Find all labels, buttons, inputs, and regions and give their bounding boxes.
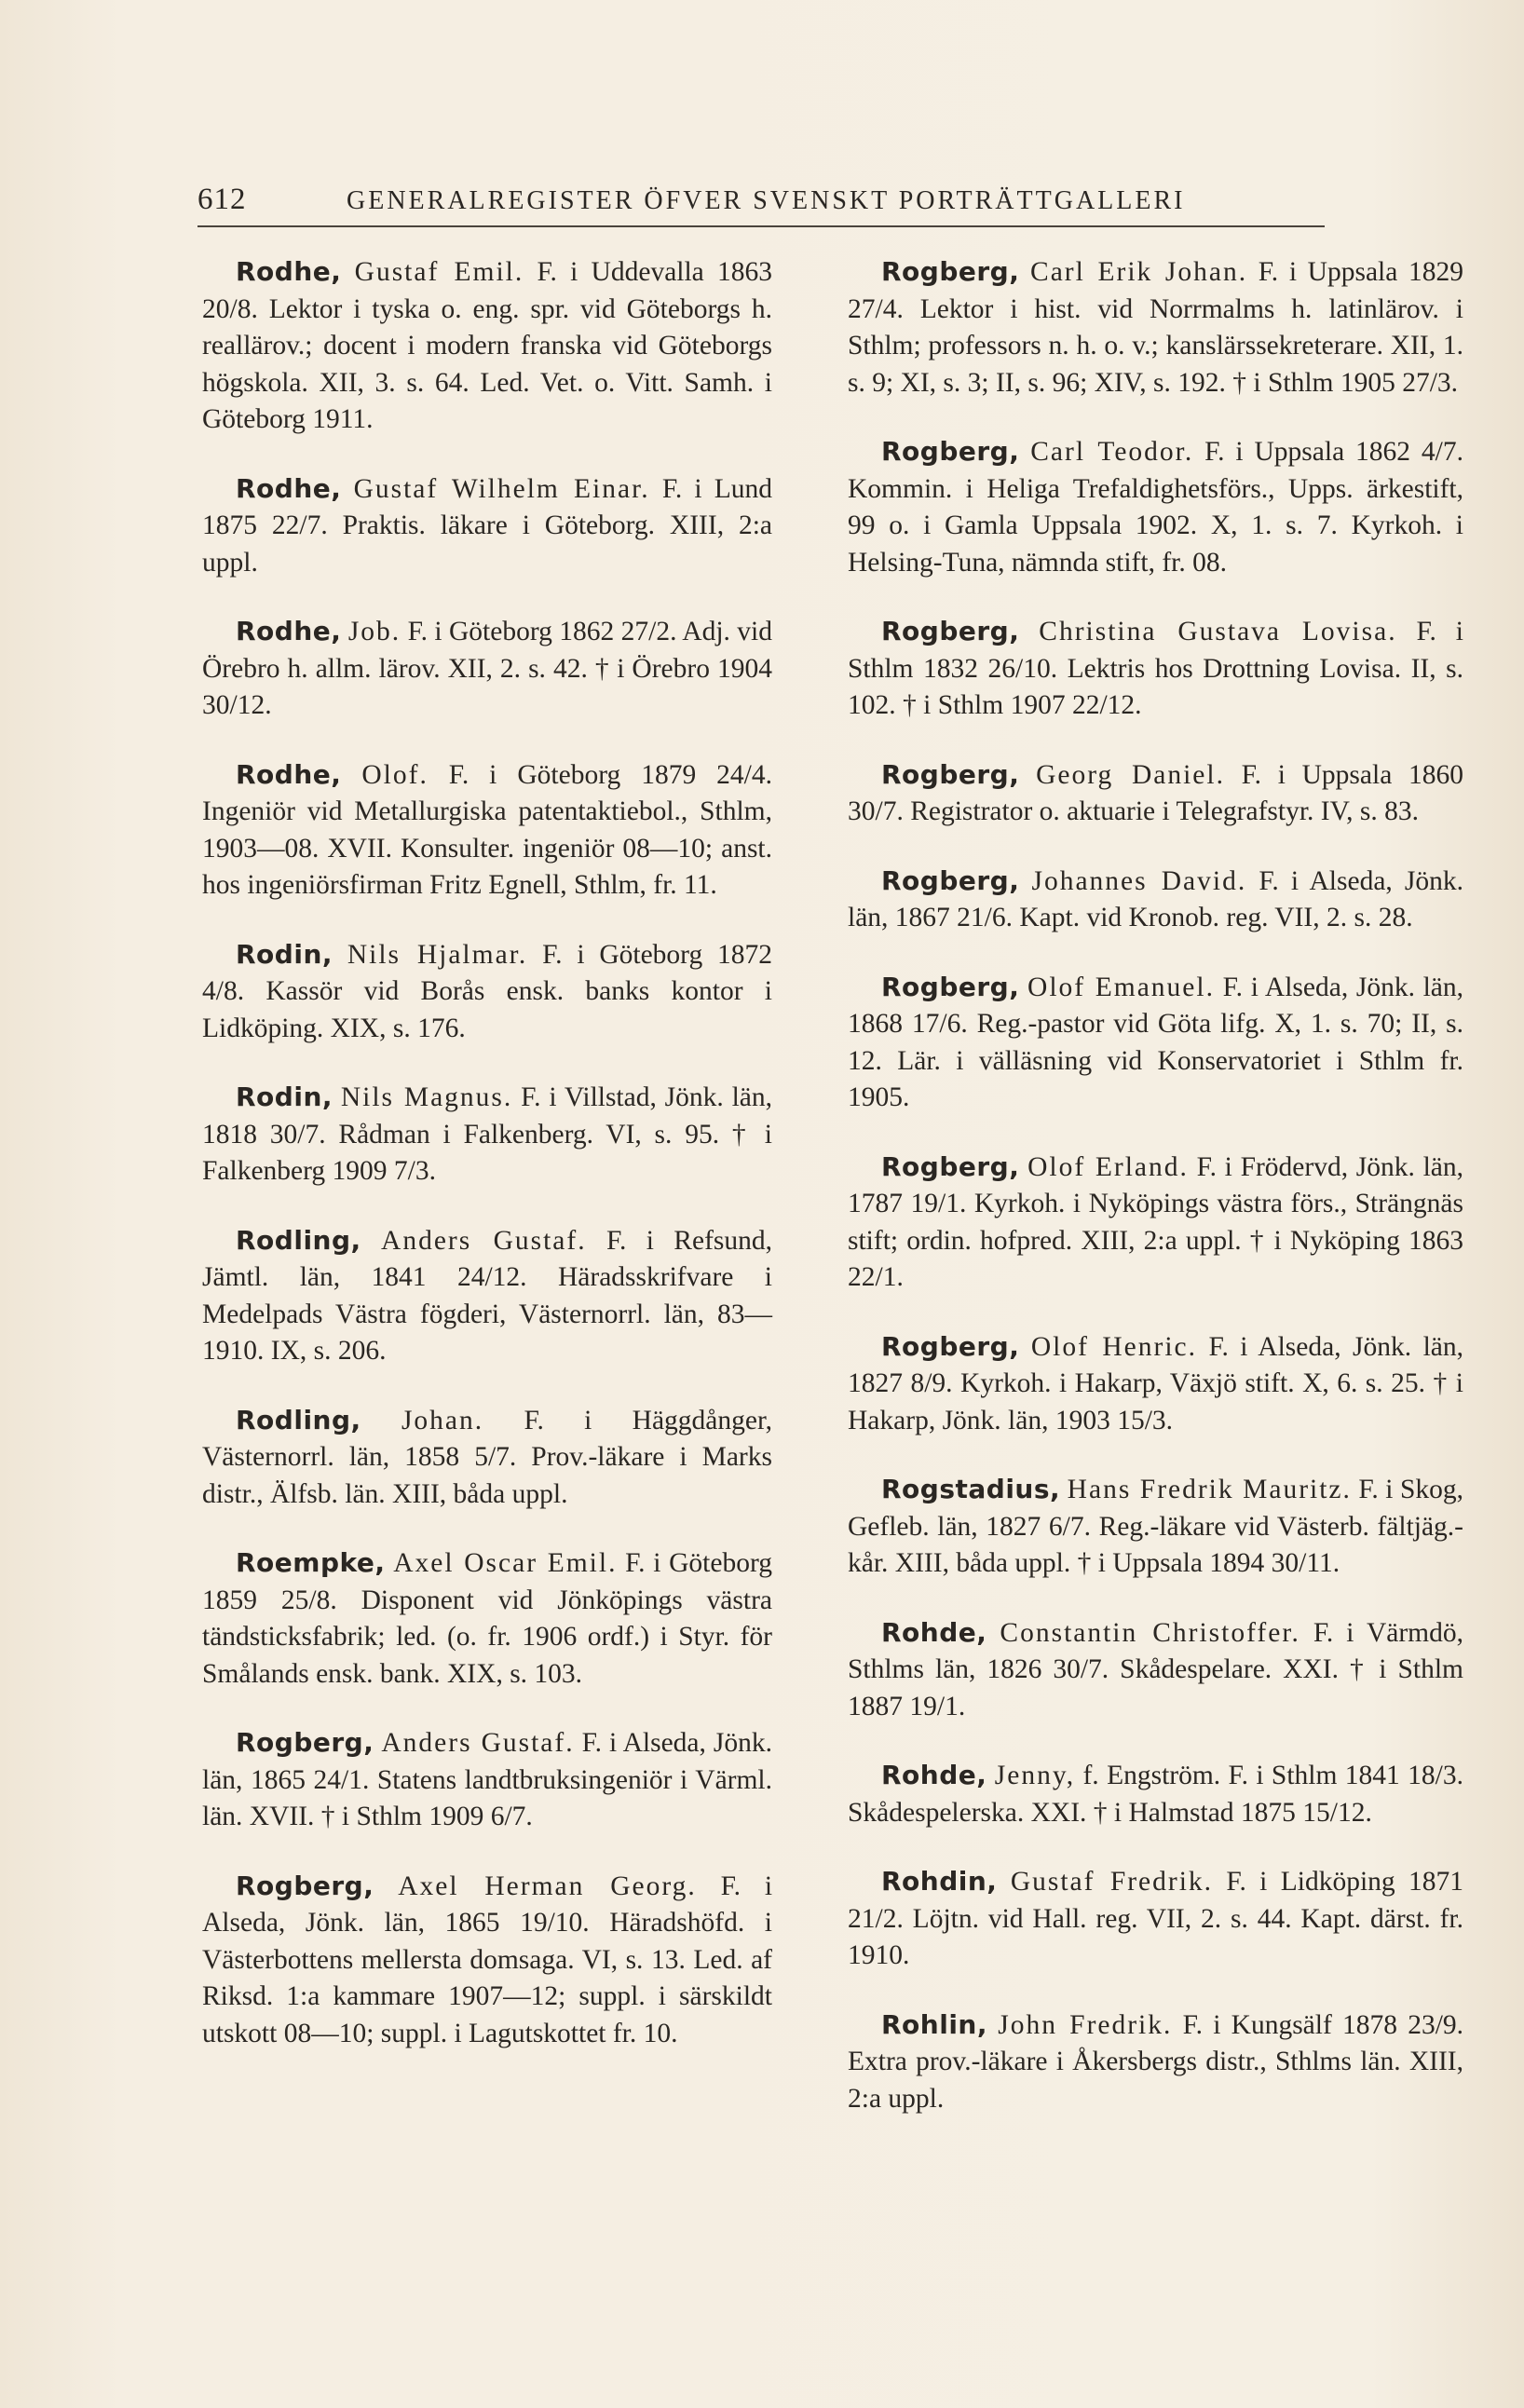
entry-text: F. i Villstad, Jönk. län, 1818 30/7. Rådman i Falkenberg. VI, s. 95. † i Falkenberg 1909 7/3. (202, 1082, 773, 1186)
entry-text: F. i Uppsala 1829 27/4. Lektor i hist. vid Norrmalms h. latinlärov. i Sthlm; professors n. h. o. v.; kanslärssekreterare. XII, 1. s. 9; XI, s. 3; II, s. 96; XIV, s. 192. † i Sthlm 1905 27/3. (848, 257, 1463, 398)
entry-given-names: Olof. (361, 759, 429, 790)
entry-surname: Rogberg, (881, 436, 1020, 467)
entry-text: f. Engström. F. i Sthlm 1841 18/3. Skådespelerska. XXI. † i Halmstad 1875 15/12. (848, 1761, 1464, 1828)
entry-surname: Rogberg, (881, 864, 1020, 896)
entry-text: F. i Uddevalla 1863 20/8. Lektor i tyska o. eng. spr. vid Göteborgs h. reallärov.; docent i modern franska vid Göteborgs högskola. XII, 3. s. 64. Led. Vet. o. Vitt. Samh. i Göteborg 1911. (202, 257, 773, 434)
entry-text: F. i Sthlm 1832 26/10. Lektris hos Drottning Lovisa. II, s. 102. † i Sthlm 1907 22/12. (848, 617, 1463, 720)
entry-surname: Rohde, (881, 1760, 987, 1790)
entry-given-names: Axel Herman Georg. (398, 1871, 697, 1901)
running-title: GENERALREGISTER ÖFVER SVENSKT PORTRÄTTGALLERI (347, 186, 1186, 215)
register-entry (848, 1328, 1463, 1440)
entry-text: F. i Häggdånger, Västernorrl. län, 1858 5/7. Prov.-läkare i Marks distr., Älfsb. län. XIII, båda uppl. (202, 1405, 773, 1509)
entry-surname: Rogberg, (881, 1150, 1020, 1182)
register-entry (202, 253, 772, 439)
entry-given-names: Anders Gustaf. (381, 1728, 575, 1758)
register-entry (848, 613, 1463, 725)
entry-surname: Rogberg, (881, 256, 1020, 287)
register-entry (202, 1402, 772, 1514)
entry-text: F. i Värmdö, Sthlms län, 1826 30/7. Skådespelare. XXI. † i Sthlm 1887 19/1. (848, 1617, 1464, 1721)
entry-surname: Rodin, (236, 938, 333, 970)
entry-surname: Rogberg, (236, 1870, 374, 1901)
entry-text: F. i Göteborg 1879 24/4. Ingeniör vid Metallurgiska patentaktiebol., Sthlm, 1903—08. XVII. Konsulter. ingeniör 08—10; anst. hos ingeniörsfirman Fritz Egnell, Sthlm, fr. 11. (202, 759, 772, 900)
page-number: 612 (197, 183, 247, 216)
left-column (202, 253, 772, 2084)
entry-surname: Rodhe, (236, 472, 342, 504)
entry-text: F. i Alseda, Jönk. län, 1865 19/10. Häradshöfd. i Västerbottens mellersta domsaga. VI, s. 13. Led. af Riksd. 1:a kammare 1907—12; suppl. i särskildt utskott 08—10; suppl. i Lagutskottet fr. 10. (202, 1871, 773, 2048)
entry-text: F. i Alseda, Jönk. län, 1865 24/1. Statens landtbruksingeniör i Värml. län. XVII. † i Sthlm 1909 6/7. (202, 1728, 772, 1831)
register-entry (202, 470, 772, 582)
entry-given-names: Gustaf Emil. (354, 257, 524, 287)
entry-given-names: Olof Henric. (1030, 1331, 1197, 1362)
register-entry (848, 863, 1463, 937)
entry-given-names: John Fredrik. (998, 2009, 1173, 2040)
entry-given-names: Olof Erland. (1027, 1151, 1189, 1182)
entry-text: F. i Göteborg 1872 4/8. Kassör vid Borås ensk. banks kontor i Lidköping. XIX, s. 176. (202, 939, 773, 1043)
register-entry (848, 1863, 1463, 1975)
entry-surname: Rodhe, (236, 758, 342, 790)
entry-given-names: Olof Emanuel. (1027, 972, 1215, 1002)
register-entry (848, 1614, 1463, 1726)
register-entry (202, 936, 772, 1048)
entry-surname: Rogberg, (881, 1330, 1020, 1362)
register-entry (848, 1471, 1463, 1583)
register-entry (202, 1544, 772, 1693)
register-entry (202, 613, 772, 725)
entry-surname: Rodhe, (236, 256, 342, 287)
register-entry (848, 2007, 1463, 2118)
register-entry (848, 253, 1463, 401)
register-entry (202, 1079, 772, 1190)
entry-given-names: Anders Gustaf. (381, 1225, 587, 1256)
entry-surname: Rohde, (881, 1616, 987, 1648)
entry-surname: Rodling, (236, 1404, 361, 1435)
entry-given-names: Job. (347, 617, 401, 646)
register-entry (848, 433, 1463, 581)
entry-surname: Rogberg, (236, 1727, 374, 1758)
entry-given-names: Jenny, (994, 1761, 1076, 1790)
entry-surname: Rogberg, (881, 616, 1020, 646)
entry-given-names: Johannes David. (1031, 865, 1247, 896)
entry-given-names: Nils Hjalmar. (347, 939, 528, 970)
entry-given-names: Johan. (401, 1405, 484, 1435)
register-entry (848, 1757, 1463, 1831)
entry-given-names: Gustaf Wilhelm Einar. (353, 473, 650, 504)
entry-given-names: Carl Teodor. (1030, 437, 1194, 467)
entry-surname: Rodhe, (236, 616, 342, 646)
entry-text: F. i Alseda, Jönk. län, 1867 21/6. Kapt. vid Kronob. reg. VII, 2. s. 28. (848, 865, 1464, 932)
register-entry (202, 1222, 772, 1370)
entry-surname: Rogstadius, (881, 1474, 1061, 1504)
entry-text: F. i Göteborg 1862 27/2. Adj. vid Örebro h. allm. lärov. XII, 2. s. 42. † i Örebro 1904 30/12. (202, 617, 773, 720)
entry-surname: Rogberg, (881, 758, 1020, 790)
entry-given-names: Constantin Christoffer. (1000, 1617, 1300, 1648)
entry-text: F. i Alseda, Jönk. län, 1827 8/9. Kyrkoh. i Hakarp, Växjö stift. X, 6. s. 25. † i Hakarp, Jönk. län, 1903 15/3. (848, 1331, 1464, 1435)
entry-text: F. i Uppsala 1862 4/7. Kommin. i Heliga Trefaldighetsförs., Upps. ärkestift, 99 o. i Gamla Uppsala 1902. X, 1. s. 7. Kyrkoh. i Helsing-Tuna, nämnda stift, fr. 08. (848, 437, 1463, 578)
entry-given-names: Carl Erik Johan. (1030, 257, 1248, 287)
entry-text: F. i Kungsälf 1878 23/9. Extra prov.-läkare i Åkersbergs distr., Sthlms län. XIII, 2:a uppl. (848, 2009, 1464, 2114)
entry-given-names: Gustaf Fredrik. (1010, 1867, 1214, 1897)
entry-text: F. i Göteborg 1859 25/8. Disponent vid Jönköpings västra tändsticksfabrik; led. (o. fr. 1906 ordf.) i Styr. för Smålands ensk. bank. XIX, s. 103. (202, 1548, 773, 1689)
register-entry (848, 1149, 1463, 1297)
entry-text: F. i Frödervd, Jönk. län, 1787 19/1. Kyrkoh. i Nyköpings västra förs., Strängnäs stift; ordin. hofpred. XIII, 2:a uppl. † i Nyköping 1863 22/1. (848, 1151, 1463, 1292)
entry-given-names: Hans Fredrik Mauritz. (1067, 1475, 1352, 1504)
entry-given-names: Georg Daniel. (1036, 759, 1225, 790)
register-entry (202, 1868, 772, 2053)
entry-text: F. i Lund 1875 22/7. Praktis. läkare i Göteborg. XIII, 2:a uppl. (202, 473, 772, 578)
entry-text: F. i Skog, Gefleb. län, 1827 6/7. Reg.-läkare vid Västerb. fältjäg.-kår. XIII, båda uppl. † i Uppsala 1894 30/11. (848, 1475, 1464, 1578)
entry-surname: Roempke, (236, 1547, 386, 1578)
register-entry (202, 1724, 772, 1836)
entry-surname: Rohdin, (881, 1866, 998, 1897)
entry-surname: Rodling, (236, 1224, 361, 1256)
entry-given-names: Christina Gustava Lovisa. (1039, 617, 1397, 646)
register-entry (848, 969, 1463, 1117)
entry-text: F. i Uppsala 1860 30/7. Registrator o. aktuarie i Telegrafstyr. IV, s. 83. (848, 759, 1463, 826)
entry-text: F. i Alseda, Jönk. län, 1868 17/6. Reg.-pastor vid Göta lifg. X, 1. s. 70; II, s. 12. Lär. i välläsning vid Konservatoriet i Sthlm fr. 1905. (848, 972, 1464, 1112)
entry-text: F. i Refsund, Jämtl. län, 1841 24/12. Häradsskrifvare i Medelpads Västra fögderi, Västernorrl. län, 83—1910. IX, s. 206. (202, 1225, 772, 1366)
entry-surname: Rogberg, (881, 971, 1020, 1002)
register-entry (848, 756, 1463, 831)
page-header (197, 183, 1325, 227)
register-entry (202, 756, 772, 905)
entry-given-names: Axel Oscar Emil. (393, 1548, 618, 1578)
entry-text: F. i Lidköping 1871 21/2. Löjtn. vid Hall. reg. VII, 2. s. 44. Kapt. därst. fr. 1910. (848, 1867, 1464, 1970)
right-column (848, 253, 1463, 2149)
entry-given-names: Nils Magnus. (340, 1082, 513, 1112)
entry-surname: Rodin, (236, 1082, 333, 1112)
entry-surname: Rohlin, (881, 2008, 987, 2040)
